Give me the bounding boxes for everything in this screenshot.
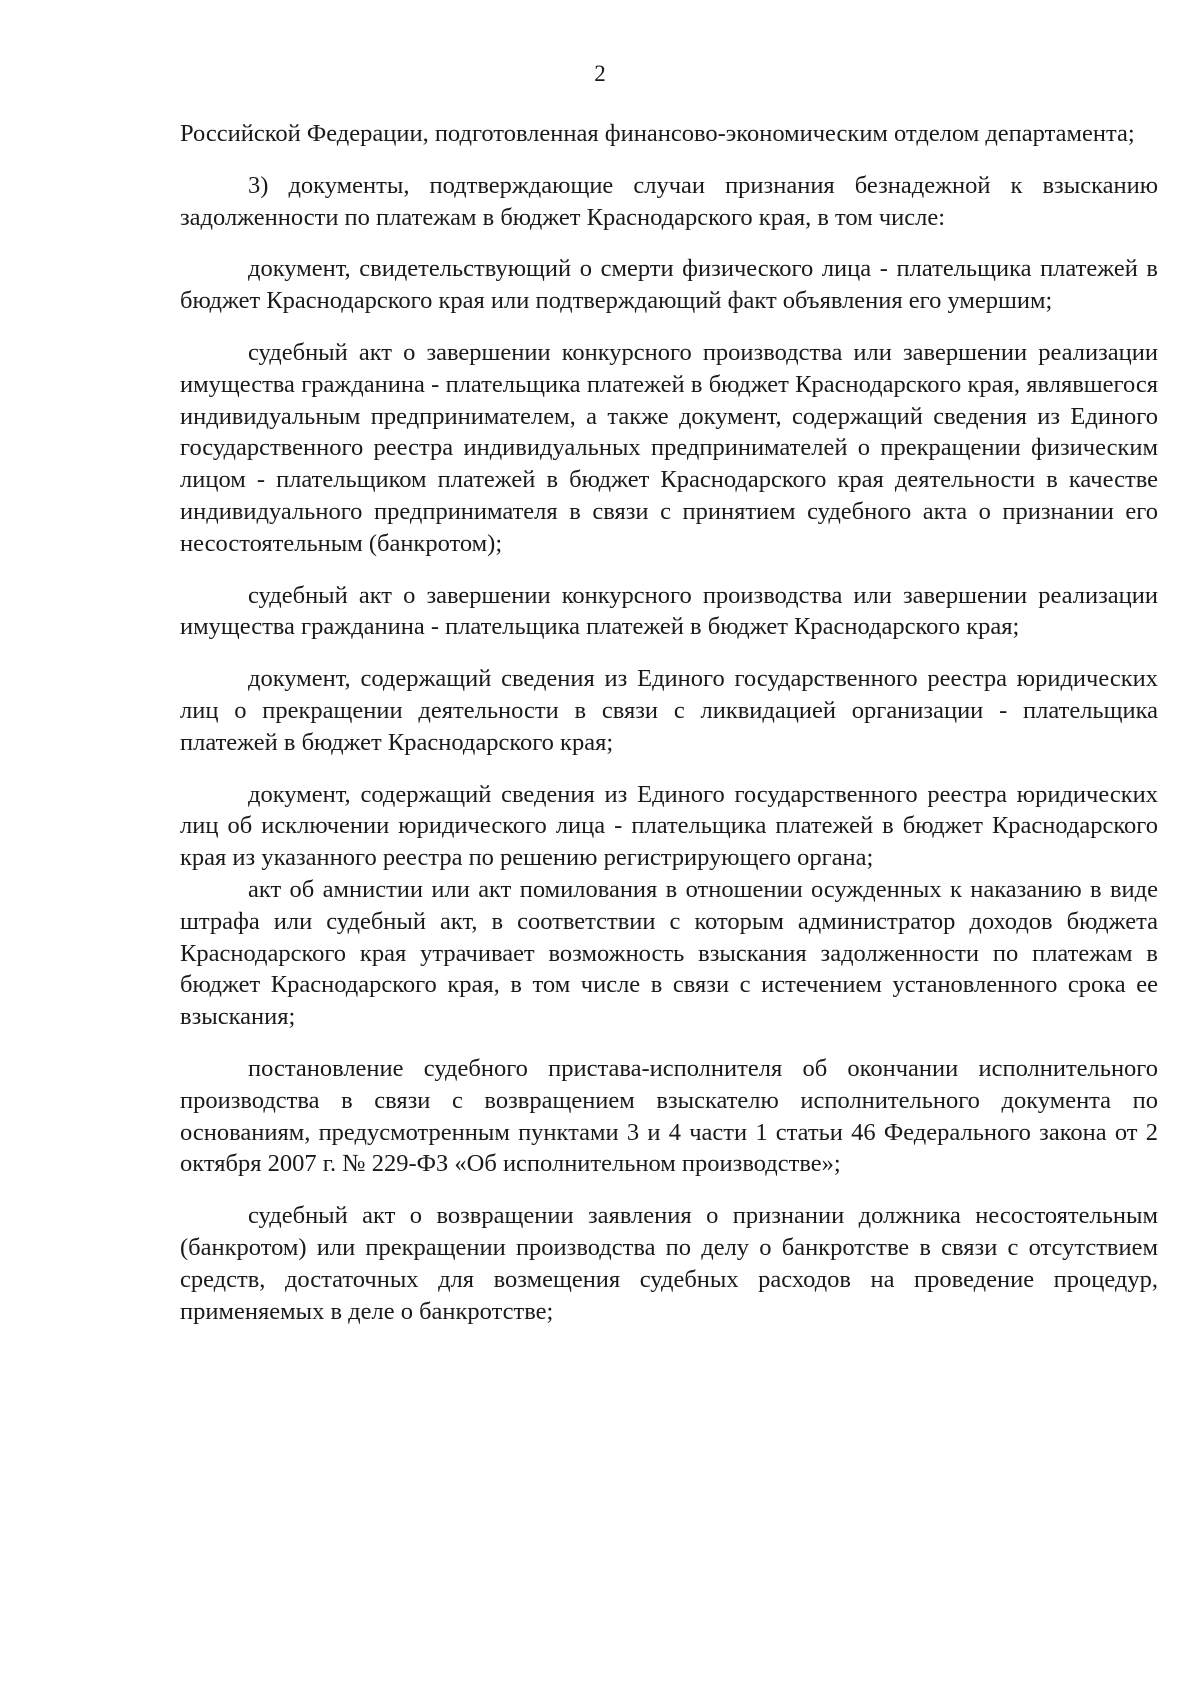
paragraph-bankruptcy-entrepreneur: судебный акт о завершении конкурсного производства или завершении реализации имущества гражданина - плательщика платежей в бюджет Краснодарского края, являвшегося индивидуальным предпринимателем, а также документ, содержащий сведения из Единого государственного реестра индивидуальных предпринимателей о прекращении физическим лицом - плательщиком платежей в бюджет Краснодарского края деятельности в качестве индивидуального предпринимателя в связи с принятием судебного акта о признании его несостоятельным (банкротом); <box>180 338 1158 557</box>
paragraph-liquidation: документ, содержащий сведения из Единого государственного реестра юридических лиц о прекращении деятельности в связи с ликвидацией организации - плательщика платежей в бюджет Краснодарского края; <box>180 665 1158 756</box>
paragraph-bankruptcy-return: судебный акт о возвращении заявления о признании должника несостоятельным (банкротом) или прекращении производства по делу о банкротстве в связи с отсутствием средств, достаточных для возмещения судебных расходов на проведение процедур, применяемых в деле о банкротстве; <box>180 1202 1158 1325</box>
paragraph-item-3: 3) документы, подтверждающие случаи признания безнадежной к взысканию задолженности по платежам в бюджет Краснодарского края, в том числе: <box>180 171 1158 231</box>
document-body <box>180 118 1158 1327</box>
paragraph-continuation: Российской Федерации, подготовленная финансово-экономическим отделом департамента; <box>180 120 1135 147</box>
page-number: 2 <box>594 61 606 86</box>
paragraph-bankruptcy-citizen: судебный акт о завершении конкурсного производства или завершении реализации имущества гражданина - плательщика платежей в бюджет Краснодарского края; <box>180 581 1158 641</box>
paragraph-bailiff-resolution: постановление судебного пристава-исполнителя об окончании исполнительного производства в связи с возвращением взыскателю исполнительного документа по основаниям, предусмотренным пунктами 3 и 4 части 1 статьи 46 Федерального закона от 2 октября 2007 г. № 229-ФЗ «Об исполнительном производстве»; <box>180 1054 1158 1178</box>
paragraph-death-document: документ, свидетельствующий о смерти физического лица - плательщика платежей в бюджет Краснодарского края или подтверждающий факт объявления его умершим; <box>180 255 1158 315</box>
paragraph-exclusion: документ, содержащий сведения из Единого государственного реестра юридических лиц об исключении юридического лица - плательщика платежей в бюджет Краснодарского края из указанного реестра по решению регистрирующего органа; <box>180 780 1158 872</box>
paragraph-amnesty: акт об амнистии или акт помилования в отношении осужденных к наказанию в виде штрафа или судебный акт, в соответствии с которым администратор доходов бюджета Краснодарского края утрачивает возможность взыскания задолженности по платежам в бюджет Краснодарского края, в том числе в связи с истечением установленного срока ее взыскания; <box>180 875 1158 1031</box>
